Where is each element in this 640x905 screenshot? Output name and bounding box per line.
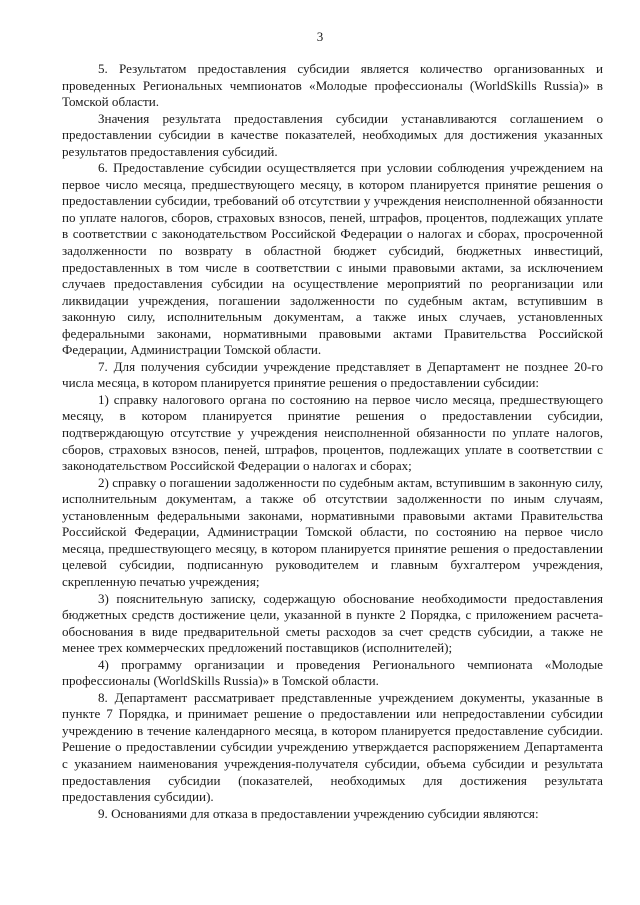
paragraph-5-result: 5. Результатом предоставления субсидии является количество организованных и проведенных Региональных чемпионатов «Молодые профессионалы (WorldSkills Russia)» в Томской области. bbox=[62, 61, 603, 110]
list-item-2-debt-certificate: 2) справку о погашении задолженности по судебным актам, вступившим в законную силу, исполнительным документам, а также об отсутствии задолженности по иным случаям, установленным федеральными законами, нормативными правовыми актами Правительства Российской Федерации, Администрации Томской области, по состоянию на первое число месяца, предшествующего месяцу, в котором планируется принятие решения о предоставлении целевой субсидии, подписанную руководителем и главным бухгалтером учреждения, скрепленную печатью учреждения; bbox=[62, 474, 603, 589]
document-body bbox=[62, 61, 603, 822]
list-item-3-explanatory-note: 3) пояснительную записку, содержащую обоснование необходимости предоставления бюджетных средств достижение цели, указанной в пункте 2 Порядка, с приложением расчета-обоснования в виде предварительной сметы расходов за счет средств субсидии, а также не менее трех коммерческих предложений поставщиков (исполнителей); bbox=[62, 590, 603, 656]
paragraph-result-values: Значения результата предоставления субсидии устанавливаются соглашением о предоставлении субсидии в качестве показателей, необходимых для достижения указанных результатов предоставления субсидий. bbox=[62, 110, 603, 159]
list-item-4-program: 4) программу организации и проведения Регионального чемпионата «Молодые профессионалы (WorldSkills Russia)» в Томской области. bbox=[62, 656, 603, 689]
paragraph-7-documents: 7. Для получения субсидии учреждение представляет в Департамент не позднее 20-го числа месяца, в котором планируется принятие решения о предоставлении субсидии: bbox=[62, 358, 603, 391]
paragraph-6-conditions: 6. Предоставление субсидии осуществляется при условии соблюдения учреждением на первое число месяца, предшествующего месяцу, в котором планируется принятие решения о предоставлении субсидии, требований об отсутствии у учреждения неисполненной обязанности по уплате налогов, сборов, страховых взносов, пеней, штрафов, процентов, подлежащих уплате в соответствии с законодательством Российской Федерации о налогах и сборах, просроченной задолженности по возврату в областной бюджет субсидий, бюджетных инвестиций, предоставленных в том числе в соответствии с иными правовыми актами, за исключением случаев предоставления субсидии на осуществление мероприятий по реорганизации или ликвидации учреждения, погашении задолженности по судебным актам, вступившим в законную силу, исполнительным документам, а также иных случаев, установленных федеральными законами, нормативными правовыми актами Правительства Российской Федерации, Администрации Томской области. bbox=[62, 160, 603, 358]
list-item-1-tax-certificate: 1) справку налогового органа по состоянию на первое число месяца, предшествующего месяцу, в котором планируется принятие решения о предоставлении субсидии, подтверждающую отсутствие у учреждения неисполненной обязанности по уплате налогов, сборов, страховых взносов, пеней, штрафов, процентов, подлежащих уплате в соответствии с законодательством Российской Федерации о налогах и сборах; bbox=[62, 391, 603, 474]
page-number: 3 bbox=[316, 29, 324, 44]
paragraph-8-review: 8. Департамент рассматривает представленные учреждением документы, указанные в пункте 7 Порядка, и принимает решение о предоставлении или непредоставлении субсидии учреждению в течение календарного месяца, в котором планируется предоставление субсидии. Решение о предоставлении субсидии учреждению утверждается распоряжением Департамента с указанием наименования учреждения-получателя субсидии, объема субсидии и результата предоставления субсидии (показателей, необходимых для достижения результата предоставления субсидии). bbox=[62, 689, 603, 805]
paragraph-9-refusal-grounds: 9. Основаниями для отказа в предоставлении учреждению субсидии являются: bbox=[98, 805, 539, 821]
